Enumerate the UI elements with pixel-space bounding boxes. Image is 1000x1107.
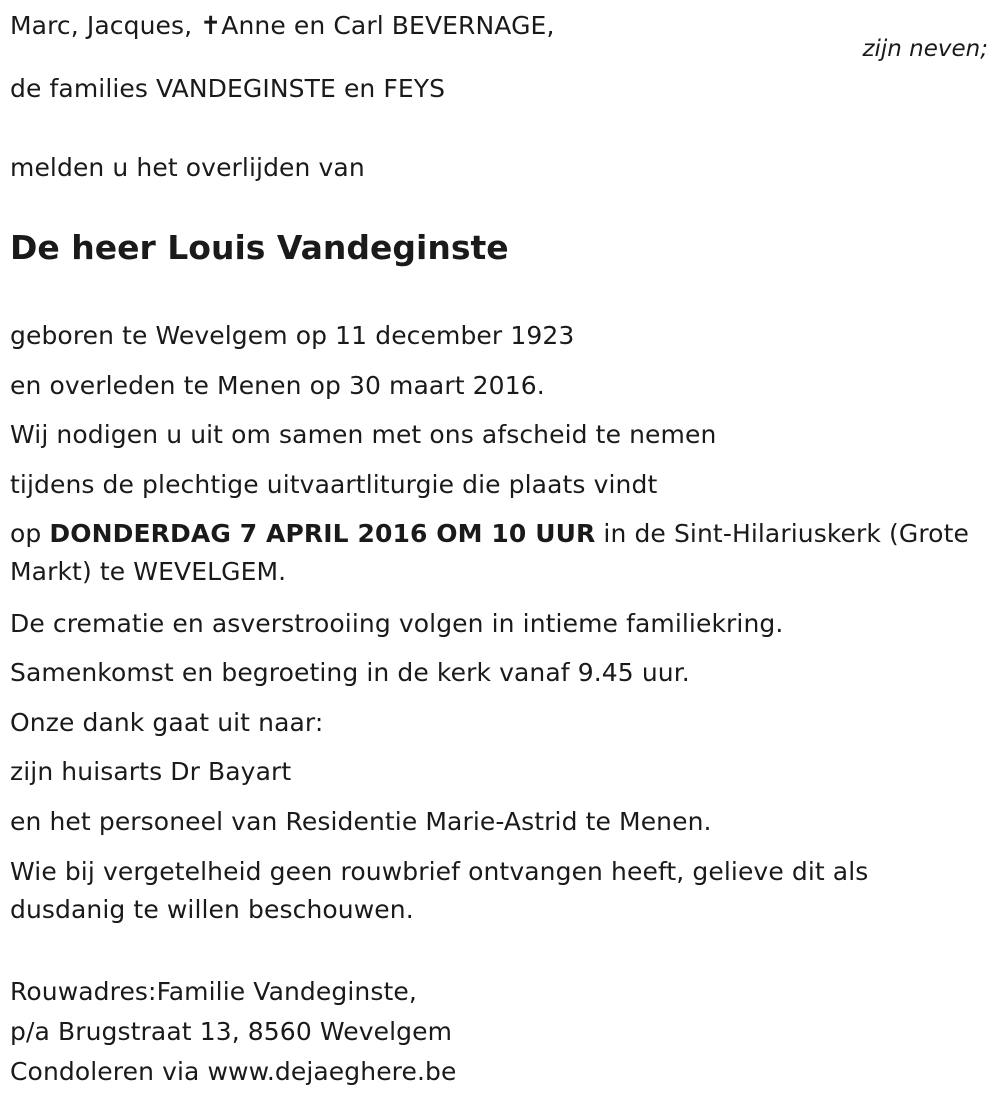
announcement-text: melden u het overlijden van (10, 153, 365, 182)
no-letter-note: Wie bij vergetelheid geen rouwbrief ontvangen heeft, gelieve dit als dusdanig te willen beschouwen. (10, 857, 869, 924)
invite-line: Wij nodigen u uit om samen met ons afscheid te nemen (10, 420, 717, 449)
family-line: Marc, Jacques, ✝Anne en Carl BEVERNAGE, (10, 11, 555, 40)
birth-line: geboren te Wevelgem op 11 december 1923 (10, 321, 575, 350)
condolence-line: Condoleren via www.dejaeghere.be (10, 1057, 457, 1086)
families-line: de families VANDEGINSTE en FEYS (10, 74, 446, 103)
death-line: en overleden te Menen op 30 maart 2016. (10, 371, 545, 400)
service-datetime: DONDERDAG 7 APRIL 2016 OM 10 UUR (49, 519, 596, 548)
gathering-line: Samenkomst en begroeting in de kerk vanaf 9.45 uur. (10, 658, 690, 687)
address-line-2: p/a Brugstraat 13, 8560 Wevelgem (10, 1017, 453, 1046)
service-location: in de Sint-Hilariuskerk (Grote Markt) te WEVELGEM. (10, 519, 969, 586)
thanks-doctor: zijn huisarts Dr Bayart (10, 757, 292, 786)
service-prefix: op (10, 519, 50, 548)
relation-note: zijn neven; (862, 36, 988, 62)
cremation-line: De crematie en asverstrooiing volgen in intieme familiekring. (10, 609, 784, 638)
thanks-intro: Onze dank gaat uit naar: (10, 708, 324, 737)
thanks-staff: en het personeel van Residentie Marie-Astrid te Menen. (10, 807, 712, 836)
liturgy-line: tijdens de plechtige uitvaartliturgie die plaats vindt (10, 470, 658, 499)
service-paragraph (10, 515, 985, 591)
deceased-name: De heer Louis Vandeginste (10, 228, 509, 267)
address-line-1: Rouwadres:Familie Vandeginste, (10, 977, 417, 1006)
